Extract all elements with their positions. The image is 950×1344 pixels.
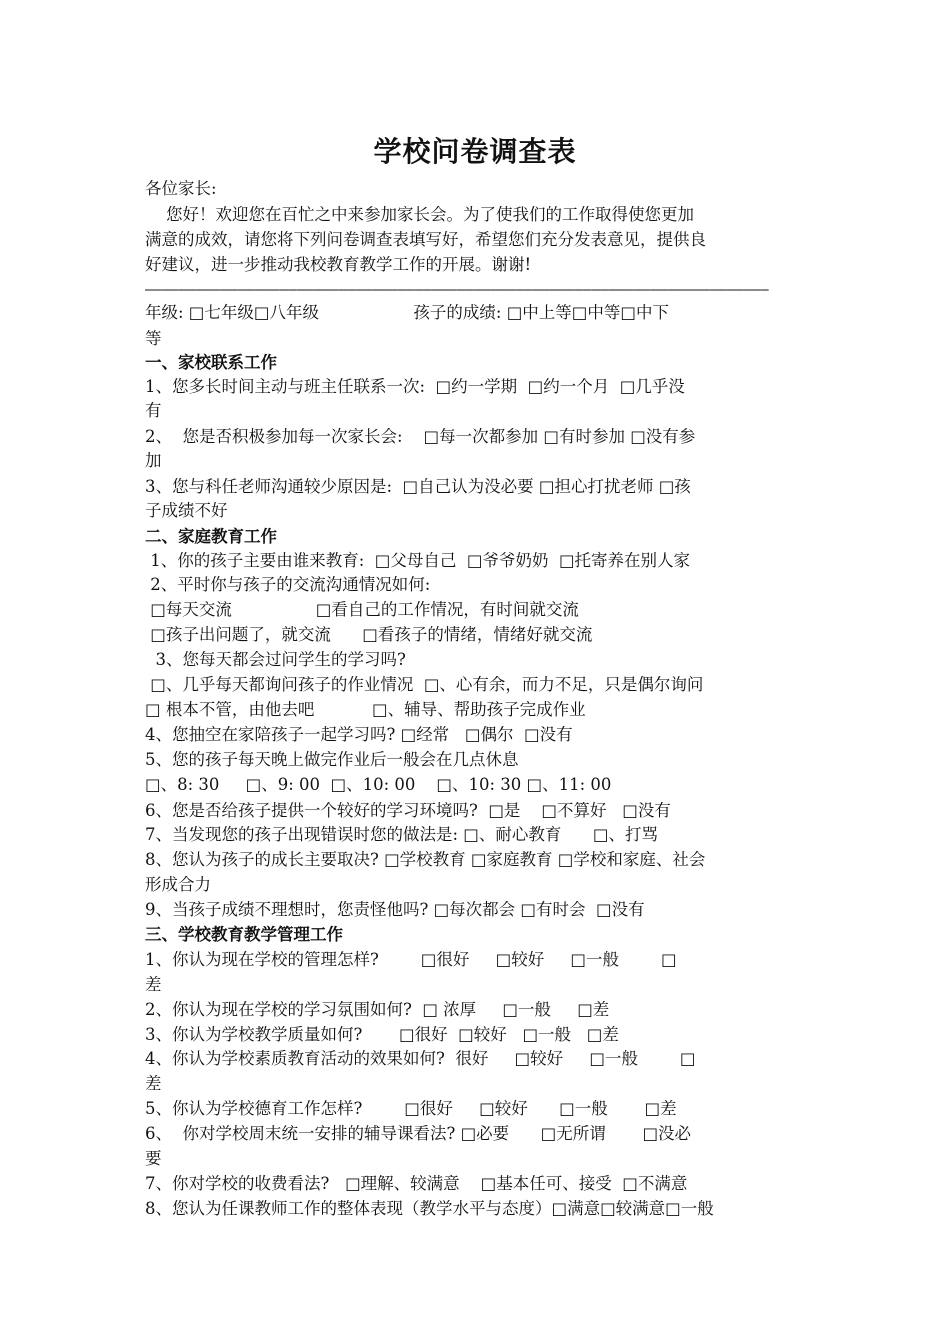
survey-text-line: 6、 你对学校周末统一安排的辅导课看法? □必要 □无所谓 □没必 — [145, 1124, 692, 1143]
survey-text-line: □ 根本不管，由他去吧 □、辅导、帮助孩子完成作业 — [145, 700, 586, 719]
survey-text-line: 加 — [145, 451, 162, 470]
survey-text-line: 满意的成效，请您将下列问卷调查表填写好，希望您们充分发表意见，提供良 — [145, 230, 706, 249]
survey-text-line: □、8: 30 □、9: 00 □、10: 00 □、10: 30 □、11: 00 — [145, 775, 612, 794]
survey-text-line: 2、 您是否积极参加每一次家长会: □每一次都参加 □有时参加 □没有参 — [145, 427, 696, 446]
page-title: 学校问卷调查表 — [373, 135, 577, 168]
survey-text-line: 8、您认为孩子的成长主要取决? □学校教育 □家庭教育 □学校和家庭、社会 — [145, 850, 706, 869]
survey-text-line: □孩子出问题了，就交流 □看孩子的情绪，情绪好就交流 — [145, 625, 593, 644]
survey-text-line: 1、你的孩子主要由谁来教育: □父母自己 □爷爷奶奶 □托寄养在别人家 — [145, 551, 691, 570]
survey-text-line: 7、你对学校的收费看法? □理解、较满意 □基本任可、接受 □不满意 — [145, 1174, 688, 1193]
survey-text-line: 年级: □七年级□八年级 孩子的成绩: □中上等□中等□中下 — [145, 303, 669, 322]
survey-text-line: 形成合力 — [145, 875, 211, 894]
survey-text-line: 要 — [145, 1149, 162, 1168]
survey-text-line: 3、您与科任老师沟通较少原因是: □自己认为没必要 □担心打扰老师 □孩 — [145, 477, 691, 496]
section-heading: 二、家庭教育工作 — [145, 527, 277, 546]
survey-text-line: 有 — [145, 401, 162, 420]
survey-text-line: 1、你认为现在学校的管理怎样? □很好 □较好 □一般 □ — [145, 950, 677, 969]
survey-text-line: 您好！欢迎您在百忙之中来参加家长会。为了使我们的工作取得使您更加 — [145, 205, 694, 224]
survey-text-line: 差 — [145, 1074, 162, 1093]
survey-text-line: 各位家长: — [145, 179, 217, 198]
survey-text-line: 差 — [145, 975, 162, 994]
survey-text-line: 好建议，进一步推动我校教育教学工作的开展。谢谢! — [145, 255, 532, 274]
survey-text-line: 6、您是否给孩子提供一个较好的学习环境吗? □是 □不算好 □没有 — [145, 801, 671, 820]
survey-text-line: 5、你认为学校德育工作怎样? □很好 □较好 □一般 □差 — [145, 1099, 677, 1118]
survey-text-line: 5、您的孩子每天晚上做完作业后一般会在几点休息 — [145, 750, 519, 769]
survey-text-line: 2、平时你与孩子的交流沟通情况如何: — [145, 575, 431, 594]
section-heading: 一、家校联系工作 — [145, 353, 277, 372]
section-heading: 三、学校教育教学管理工作 — [145, 925, 343, 944]
survey-text-line: □每天交流 □看自己的工作情况，有时间就交流 — [145, 600, 579, 619]
survey-text-line: 1、您多长时间主动与班主任联系一次: □约一学期 □约一个月 □几乎没 — [145, 377, 685, 396]
survey-text-line: 4、您抽空在家陪孩子一起学习吗? □经常 □偶尔 □没有 — [145, 725, 573, 744]
survey-text-line: 7、当发现您的孩子出现错误时您的做法是: □、耐心教育 □、打骂 — [145, 825, 658, 844]
survey-text-line: 子成绩不好 — [145, 501, 228, 520]
separator-line: —————————————————————————————————————————————————————————————————————————— — [145, 282, 769, 298]
survey-text-line: □、几乎每天都询问孩子的作业情况 □、心有余，而力不足，只是偶尔询问 — [145, 675, 704, 694]
survey-text-line: 3、您每天都会过问学生的学习吗? — [145, 650, 406, 669]
survey-text-line: 3、你认为学校教学质量如何? □很好 □较好 □一般 □差 — [145, 1025, 619, 1044]
survey-text-line: 2、你认为现在学校的学习氛围如何? □ 浓厚 □一般 □差 — [145, 1000, 610, 1019]
survey-text-line: 4、你认为学校素质教育活动的效果如何? 很好 □较好 □一般 □ — [145, 1049, 696, 1068]
survey-text-line: 8、您认为任课教师工作的整体表现（教学水平与态度）□满意□较满意□一般 — [145, 1199, 714, 1218]
survey-text-line: 等 — [145, 329, 162, 348]
survey-text-line: 9、当孩子成绩不理想时，您责怪他吗? □每次都会 □有时会 □没有 — [145, 900, 645, 919]
